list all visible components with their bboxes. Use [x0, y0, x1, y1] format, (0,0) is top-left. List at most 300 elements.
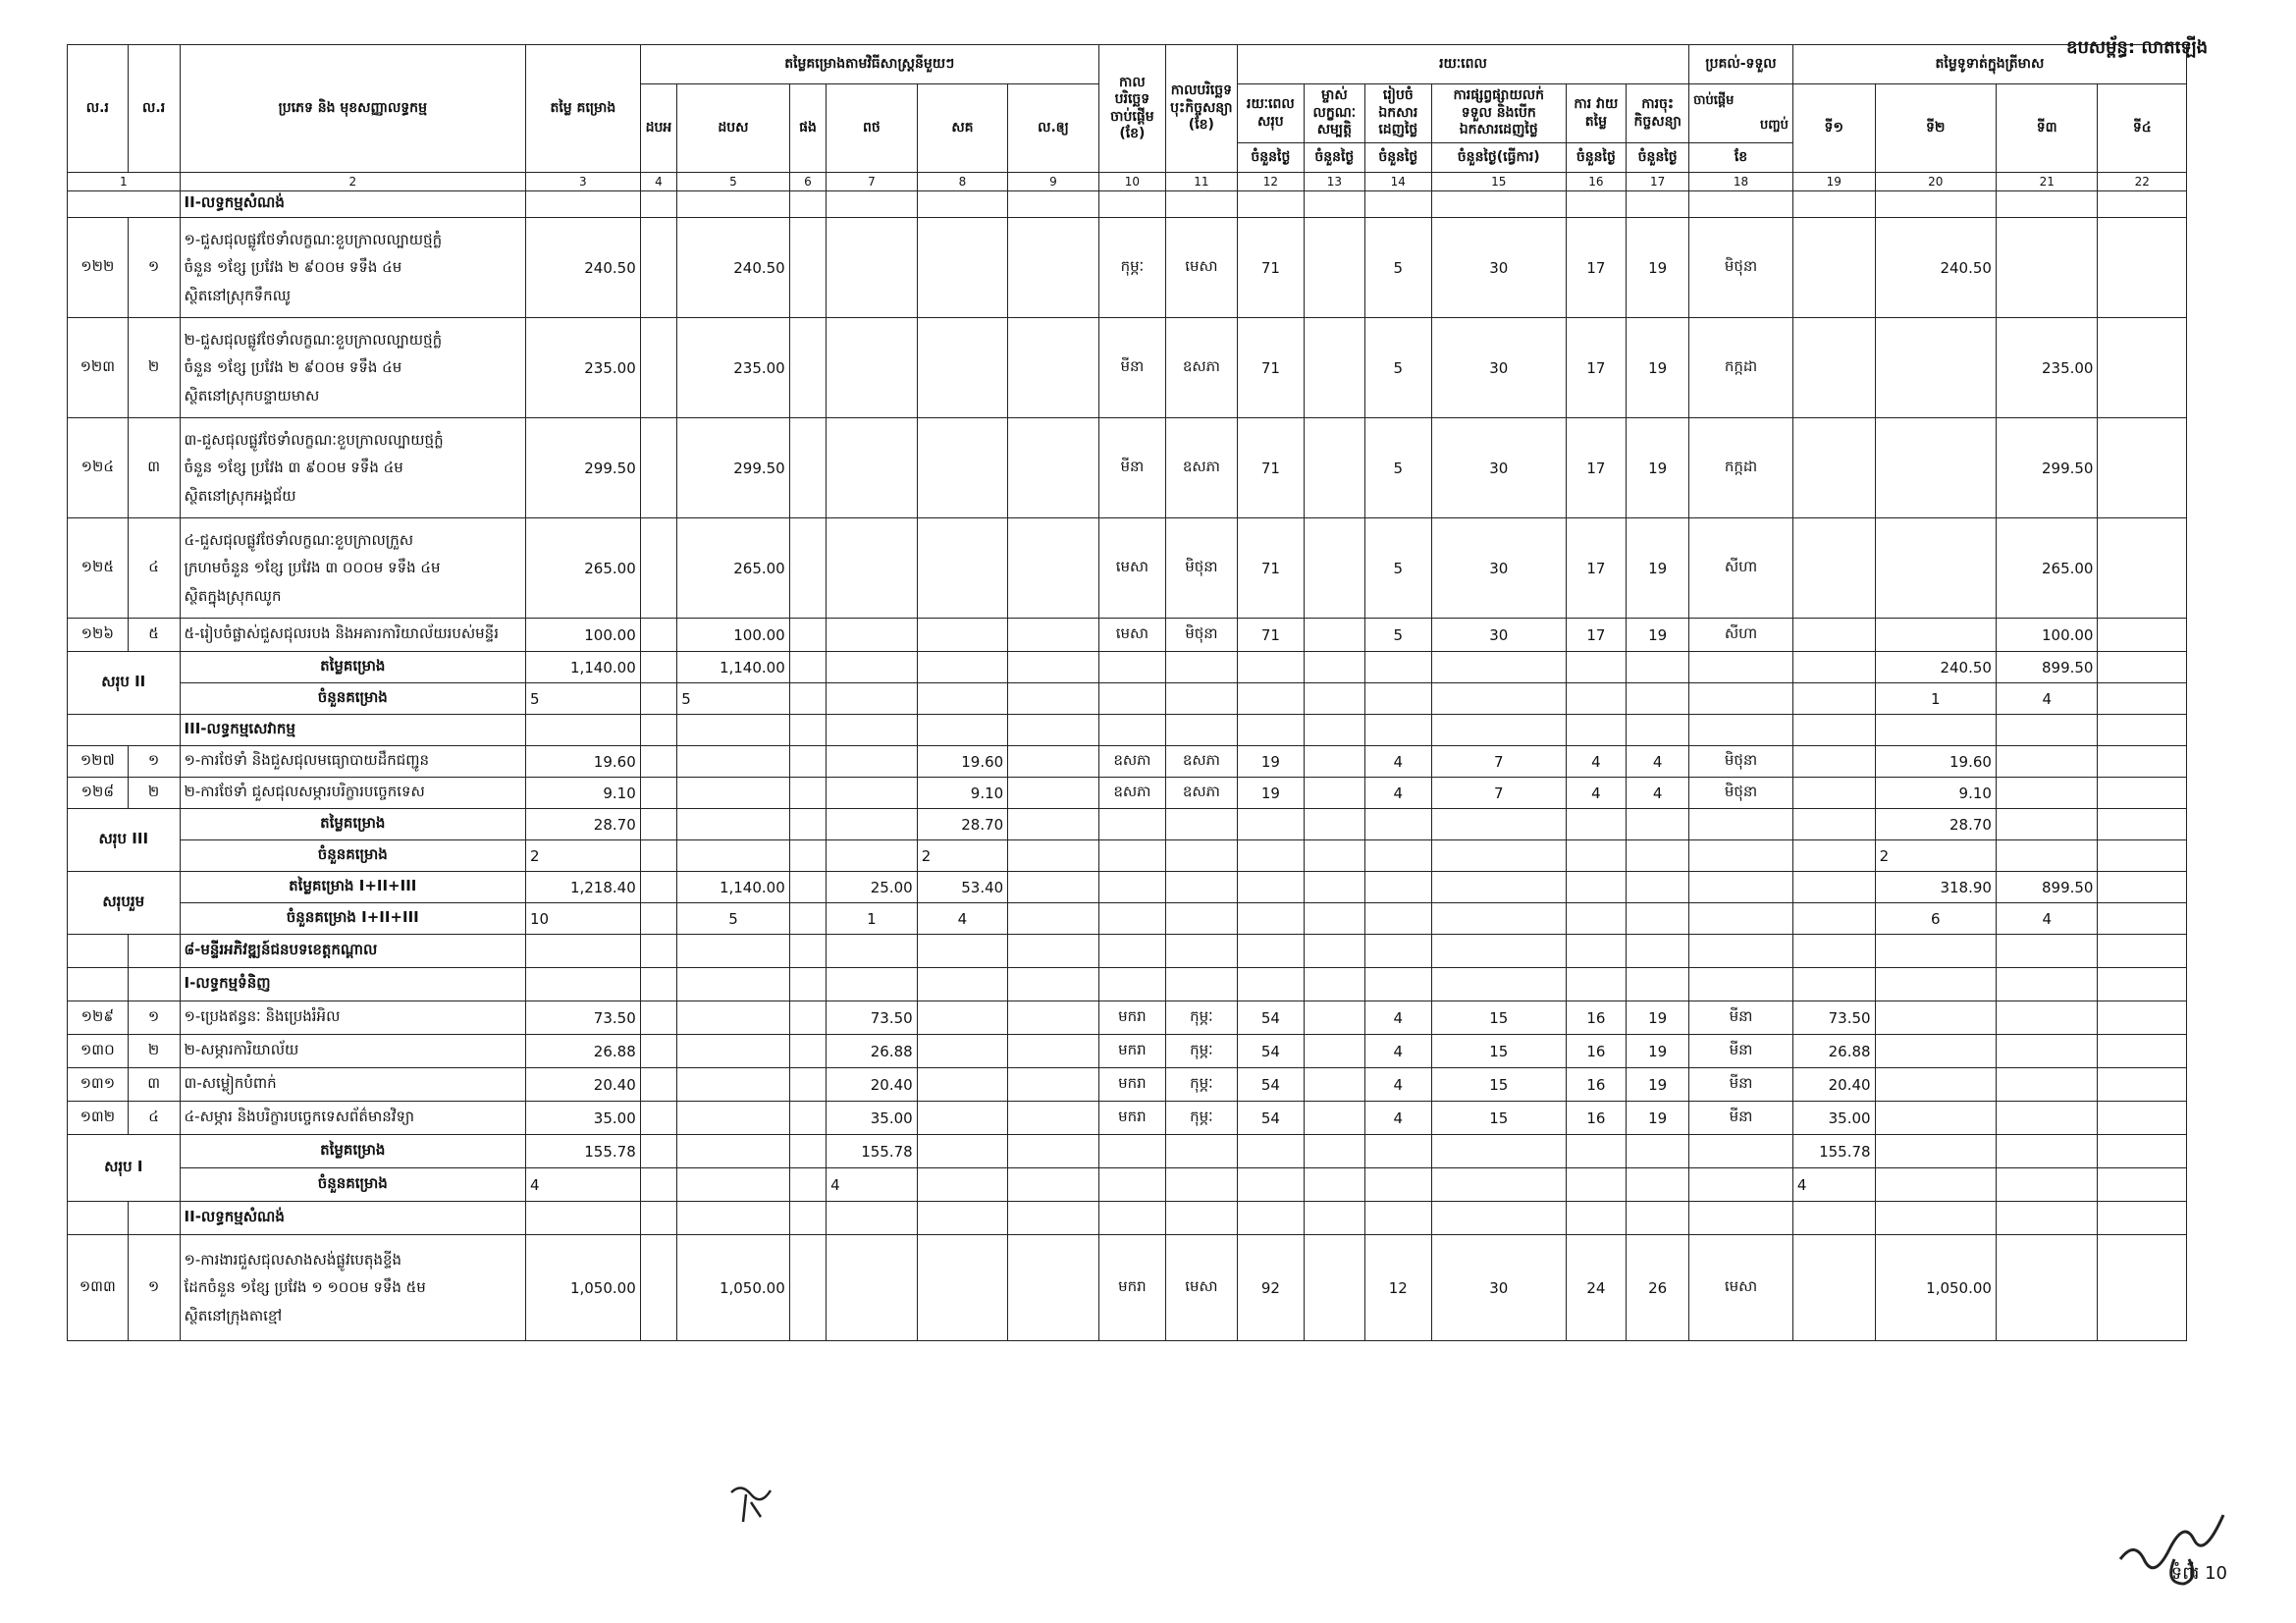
row-q3 — [1996, 218, 2098, 318]
row-n2: ៣ — [128, 1068, 180, 1102]
row-eval: 16 — [1566, 1035, 1627, 1068]
row-m4: 20.40 — [827, 1068, 918, 1102]
row-sign: 4 — [1627, 778, 1689, 809]
row-sign: 19 — [1627, 619, 1689, 652]
row-q2 — [1875, 418, 1996, 518]
header-d-doc: រៀបចំ ឯកសារ ដេញថ្លៃ — [1364, 84, 1431, 143]
row-n2: ៣ — [128, 418, 180, 518]
row-deliv: មិថុនា — [1689, 218, 1793, 318]
row-m4: 73.50 — [827, 1001, 918, 1035]
row-end: កុម្ភៈ — [1166, 1068, 1238, 1102]
procurement-table — [67, 44, 2187, 1341]
row-m2: 240.50 — [677, 218, 790, 318]
header-category: ប្រភេទ និង មុខសញ្ញាលទ្ធកម្ម — [180, 45, 525, 173]
row-deliv: មីនា — [1689, 1102, 1793, 1135]
row-total: 19 — [1237, 778, 1304, 809]
row-start: មករា — [1098, 1068, 1165, 1102]
row-n2: ៥ — [128, 619, 180, 652]
row-n1: ១២៤ — [68, 418, 129, 518]
row-desc: ១-ប្រេងឥន្ធនៈ និងប្រេងរំអិល — [180, 1001, 525, 1035]
subtotal-row — [68, 652, 2187, 683]
row-n2: ១ — [128, 1001, 180, 1035]
row-end: ឧសភា — [1166, 418, 1238, 518]
row-m4: 26.88 — [827, 1035, 918, 1068]
row-q2: 9.10 — [1875, 778, 1996, 809]
row-ann: 30 — [1431, 218, 1566, 318]
row-n2: ២ — [128, 318, 180, 418]
subtotal-count-q2: 2 — [1875, 840, 1996, 872]
row-end: មេសា — [1166, 1235, 1238, 1341]
header-end: កាលបរិច្ឆេទ បុះកិច្ចសន្យា (ខែ) — [1166, 45, 1238, 173]
row-m5: 19.60 — [917, 746, 1008, 778]
row-q2: 240.50 — [1875, 218, 1996, 318]
col-index: 22 — [2098, 173, 2187, 191]
table-row — [68, 418, 2187, 518]
row-n2: ១ — [128, 1235, 180, 1341]
row-sign: 19 — [1627, 218, 1689, 318]
unit-days: ចំនួនថ្ងៃ — [1627, 143, 1689, 173]
row-n2: ៤ — [128, 1102, 180, 1135]
grand-m2: 1,140.00 — [677, 872, 790, 903]
grand-m4: 25.00 — [827, 872, 918, 903]
row-desc: ៣-សម្លៀកបំពាក់ — [180, 1068, 525, 1102]
col-index: 9 — [1008, 173, 1099, 191]
section-title: I-លទ្ធកម្មទំនិញ — [180, 968, 525, 1001]
col-index: 19 — [1792, 173, 1875, 191]
row-sign: 19 — [1627, 1102, 1689, 1135]
table-row — [68, 1235, 2187, 1341]
row-total: 71 — [1237, 619, 1304, 652]
subtotal-count-q1: 4 — [1792, 1168, 1875, 1202]
grand-q3: 899.50 — [1996, 872, 2098, 903]
row-value: 35.00 — [526, 1102, 641, 1135]
row-n1: ១២៦ — [68, 619, 129, 652]
row-deliv: មិថុនា — [1689, 746, 1793, 778]
header-delivery-split — [1689, 84, 1793, 143]
subtotal-count-row — [68, 840, 2187, 872]
subtotal-row — [68, 809, 2187, 840]
header-d-prep: ម្ចាស់ លក្ខណៈ សម្បត្តិ — [1305, 84, 1365, 143]
row-ann: 30 — [1431, 518, 1566, 619]
grand-count-q2: 6 — [1875, 903, 1996, 935]
row-doc: 4 — [1364, 746, 1431, 778]
col-index: 10 — [1098, 173, 1165, 191]
col-index: 2 — [180, 173, 525, 191]
section-title: III-លទ្ធកម្មសេវាកម្ម — [180, 715, 525, 746]
row-value: 73.50 — [526, 1001, 641, 1035]
col-index: 15 — [1431, 173, 1566, 191]
row-q1: 73.50 — [1792, 1001, 1875, 1035]
row-start: មីនា — [1098, 418, 1165, 518]
header-seq1: ល.រ — [68, 45, 129, 173]
department-title: ៨-មន្ទីរអភិវឌ្ឍន៍ជនបទខេត្តកណ្តាល — [180, 935, 525, 968]
subtotal-count-m4: 4 — [827, 1168, 918, 1202]
row-total: 71 — [1237, 218, 1304, 318]
table-row — [68, 619, 2187, 652]
row-deliv: កក្កដា — [1689, 418, 1793, 518]
row-eval: 17 — [1566, 418, 1627, 518]
row-sign: 19 — [1627, 1035, 1689, 1068]
row-n1: ១២៨ — [68, 778, 129, 809]
grand-count-label: ចំនួនគម្រោង I+II+III — [180, 903, 525, 935]
row-sign: 26 — [1627, 1235, 1689, 1341]
row-deliv: មេសា — [1689, 1235, 1793, 1341]
row-ann: 30 — [1431, 318, 1566, 418]
grand-value-label: តម្លៃគម្រោង I+II+III — [180, 872, 525, 903]
subtotal-label: សរុប III — [68, 809, 181, 872]
row-eval: 16 — [1566, 1001, 1627, 1035]
subtotal-q2: 28.70 — [1875, 809, 1996, 840]
row-total: 71 — [1237, 318, 1304, 418]
row-doc: 12 — [1364, 1235, 1431, 1341]
row-start: មករា — [1098, 1001, 1165, 1035]
header-q2: ទី២ — [1875, 84, 1996, 173]
row-n1: ១៣០ — [68, 1035, 129, 1068]
table-row — [68, 518, 2187, 619]
page-number: ទំព័រ 10 — [2170, 1563, 2227, 1584]
row-q1: 35.00 — [1792, 1102, 1875, 1135]
row-start: មករា — [1098, 1102, 1165, 1135]
table-row — [68, 318, 2187, 418]
subtotal-value: 1,140.00 — [526, 652, 641, 683]
row-total: 71 — [1237, 418, 1304, 518]
table-row — [68, 1102, 2187, 1135]
row-doc: 4 — [1364, 1068, 1431, 1102]
row-eval: 16 — [1566, 1102, 1627, 1135]
table-row — [68, 218, 2187, 318]
row-m2: 299.50 — [677, 418, 790, 518]
col-index: 16 — [1566, 173, 1627, 191]
header-m6: ល.ឲ្យ — [1008, 84, 1099, 173]
col-index: 14 — [1364, 173, 1431, 191]
row-end: កុម្ភៈ — [1166, 1001, 1238, 1035]
row-end: កុម្ភៈ — [1166, 1035, 1238, 1068]
row-start: មករា — [1098, 1035, 1165, 1068]
row-doc: 5 — [1364, 218, 1431, 318]
row-doc: 5 — [1364, 619, 1431, 652]
subtotal-count-m2: 5 — [677, 683, 790, 715]
row-doc: 4 — [1364, 1102, 1431, 1135]
header-value: តម្លៃ គម្រោង — [526, 45, 641, 173]
subtotal-value: 155.78 — [526, 1135, 641, 1168]
col-index: 8 — [917, 173, 1008, 191]
col-index: 20 — [1875, 173, 1996, 191]
row-ann: 7 — [1431, 778, 1566, 809]
row-doc: 4 — [1364, 778, 1431, 809]
row-start: កុម្ភៈ — [1098, 218, 1165, 318]
col-index: 5 — [677, 173, 790, 191]
initials-signature-icon — [721, 1473, 780, 1532]
row-m2: 235.00 — [677, 318, 790, 418]
grand-count-m2: 5 — [677, 903, 790, 935]
row-value: 20.40 — [526, 1068, 641, 1102]
row-total: 92 — [1237, 1235, 1304, 1341]
row-ann: 15 — [1431, 1068, 1566, 1102]
row-n1: ១២៩ — [68, 1001, 129, 1035]
row-value: 1,050.00 — [526, 1235, 641, 1341]
subtotal-count-label: ចំនួនគម្រោង — [180, 840, 525, 872]
header-d-sign: ការចុះ កិច្ចសន្យា — [1627, 84, 1689, 143]
procurement-plan-sheet — [67, 44, 2187, 1341]
row-total: 54 — [1237, 1102, 1304, 1135]
subtotal-count-q3: 4 — [1996, 683, 2098, 715]
unit-days: ចំនួនថ្ងៃ — [1237, 143, 1304, 173]
row-eval: 16 — [1566, 1068, 1627, 1102]
row-n1: ១២៥ — [68, 518, 129, 619]
subtotal-count: 2 — [526, 840, 641, 872]
header-delivery-end: បញ្ចប់ — [1760, 117, 1789, 133]
row-sign: 4 — [1627, 746, 1689, 778]
row-q2 — [1875, 518, 1996, 619]
grand-m5: 53.40 — [917, 872, 1008, 903]
table-row — [68, 1035, 2187, 1068]
grand-total-label: សរុបរួម — [68, 872, 181, 935]
row-n2: ១ — [128, 218, 180, 318]
header-duration: រយៈពេល — [1237, 45, 1688, 84]
col-index: 13 — [1305, 173, 1365, 191]
header-start: កាល បរិច្ឆេទ ចាប់ផ្តើម (ខែ) — [1098, 45, 1165, 173]
row-end: មិថុនា — [1166, 518, 1238, 619]
row-eval: 17 — [1566, 518, 1627, 619]
col-index: 12 — [1237, 173, 1304, 191]
row-deliv: កក្កដា — [1689, 318, 1793, 418]
header-q1: ទី១ — [1792, 84, 1875, 173]
subtotal-value-label: តម្លៃគម្រោង — [180, 809, 525, 840]
row-deliv: មីនា — [1689, 1035, 1793, 1068]
row-deliv: មីនា — [1689, 1001, 1793, 1035]
row-m2: 1,050.00 — [677, 1235, 790, 1341]
row-value: 26.88 — [526, 1035, 641, 1068]
unit-days: ចំនួនថ្ងៃ — [1566, 143, 1627, 173]
row-m2: 265.00 — [677, 518, 790, 619]
row-ann: 30 — [1431, 1235, 1566, 1341]
row-end: ឧសភា — [1166, 318, 1238, 418]
row-ann: 30 — [1431, 418, 1566, 518]
row-end: មិថុនា — [1166, 619, 1238, 652]
unit-days: ចំនួនថ្ងៃ — [1364, 143, 1431, 173]
grand-q2: 318.90 — [1875, 872, 1996, 903]
unit-days: ចំនួនថ្ងៃ — [1305, 143, 1365, 173]
row-q3: 100.00 — [1996, 619, 2098, 652]
subtotal-count-q2: 1 — [1875, 683, 1996, 715]
col-index: 7 — [827, 173, 918, 191]
header-m4: ពថ — [827, 84, 918, 173]
row-start: មីនា — [1098, 318, 1165, 418]
row-n1: ១២២ — [68, 218, 129, 318]
row-doc: 4 — [1364, 1035, 1431, 1068]
table-row — [68, 1068, 2187, 1102]
row-q1: 20.40 — [1792, 1068, 1875, 1102]
row-doc: 5 — [1364, 518, 1431, 619]
header-d-total: រយៈពេល សរុប — [1237, 84, 1304, 143]
col-index: 21 — [1996, 173, 2098, 191]
row-start: មេសា — [1098, 518, 1165, 619]
row-n1: ១៣៣ — [68, 1235, 129, 1341]
header-m5: សគ — [917, 84, 1008, 173]
header-q4: ទី៤ — [2098, 84, 2187, 173]
row-desc: ២-ការថែទាំ ជួសជុលសម្ភារបរិក្ខារបច្ចេកទេស — [180, 778, 525, 809]
row-desc: ៤-សម្ភារ និងបរិក្ខារបច្ចេកទេសព័ត៌មានវិទ្យា — [180, 1102, 525, 1135]
grand-count-m5: 4 — [917, 903, 1008, 935]
header-m3: ផង — [789, 84, 826, 173]
row-m2: 100.00 — [677, 619, 790, 652]
row-value: 9.10 — [526, 778, 641, 809]
row-q1: 26.88 — [1792, 1035, 1875, 1068]
row-total: 19 — [1237, 746, 1304, 778]
subtotal-count-row — [68, 1168, 2187, 1202]
row-total: 71 — [1237, 518, 1304, 619]
row-value: 265.00 — [526, 518, 641, 619]
row-sign: 19 — [1627, 318, 1689, 418]
row-doc: 4 — [1364, 1001, 1431, 1035]
row-ann: 15 — [1431, 1102, 1566, 1135]
row-desc: ៥-រៀបចំផ្លាស់ជួសជុលរបង និងអគារការិយាល័យរបស់មន្ទីរ — [180, 619, 525, 652]
subtotal-m2: 1,140.00 — [677, 652, 790, 683]
subtotal-value-label: តម្លៃគម្រោង — [180, 652, 525, 683]
row-total: 54 — [1237, 1035, 1304, 1068]
grand-count-row — [68, 903, 2187, 935]
row-q3: 265.00 — [1996, 518, 2098, 619]
row-total: 54 — [1237, 1068, 1304, 1102]
grand-value: 1,218.40 — [526, 872, 641, 903]
row-q3: 235.00 — [1996, 318, 2098, 418]
row-desc: ៤-ជួសជុលផ្លូវថែទាំលក្ខណៈខួបក្រាលក្រួស ក្រហមចំនួន ១ខ្សែ ប្រវែង ៣ ០០០ម ទទឹង ៤ម ស្ថិតក្នុងស្រុកឈូក — [180, 518, 525, 619]
row-end: មេសា — [1166, 218, 1238, 318]
header-q3: ទី៣ — [1996, 84, 2098, 173]
subtotal-label: សរុប II — [68, 652, 181, 715]
unit-days-work: ចំនួនថ្ងៃ(ធ្វើការ) — [1431, 143, 1566, 173]
row-desc: ៣-ជួសជុលផ្លូវថែទាំលក្ខណៈខួបក្រាលល្បាយថ្មក្លំ ចំនួន ១ខ្សែ ប្រវែង ៣ ៩០០ម ទទឹង ៤ម ស្ថិតនៅស្រុកអង្គជ័យ — [180, 418, 525, 518]
row-total: 54 — [1237, 1001, 1304, 1035]
row-sign: 19 — [1627, 418, 1689, 518]
row-sign: 19 — [1627, 1001, 1689, 1035]
row-n1: ១២៧ — [68, 746, 129, 778]
row-doc: 5 — [1364, 318, 1431, 418]
row-eval: 17 — [1566, 318, 1627, 418]
subtotal-value: 28.70 — [526, 809, 641, 840]
table-row — [68, 1001, 2187, 1035]
row-value: 19.60 — [526, 746, 641, 778]
row-start: ឧសភា — [1098, 746, 1165, 778]
row-ann: 15 — [1431, 1001, 1566, 1035]
subtotal-count-label: ចំនួនគម្រោង — [180, 1168, 525, 1202]
row-ann: 7 — [1431, 746, 1566, 778]
col-index: 3 — [526, 173, 641, 191]
row-deliv: មីនា — [1689, 1068, 1793, 1102]
row-desc: ១-ជួសជុលផ្លូវថែទាំលក្ខណៈខួបក្រាលល្បាយថ្មក្លំ ចំនួន ១ខ្សែ ប្រវែង ២ ៩០០ម ទទឹង ៤ម ស្ថិតនៅស្រុកទឹកឈូ — [180, 218, 525, 318]
row-end: ឧសភា — [1166, 746, 1238, 778]
header-delivery: ប្រគល់-ទទួល — [1689, 45, 1793, 84]
grand-count: 10 — [526, 903, 641, 935]
row-start: មេសា — [1098, 619, 1165, 652]
col-index: 18 — [1689, 173, 1793, 191]
subtotal-value-label: តម្លៃគម្រោង — [180, 1135, 525, 1168]
col-index: 1 — [68, 173, 181, 191]
col-index: 4 — [640, 173, 676, 191]
section-title: II-លទ្ធកម្មសំណង់ — [180, 1202, 525, 1235]
table-body — [68, 191, 2187, 1341]
subtotal-count-row — [68, 683, 2187, 715]
row-eval: 4 — [1566, 778, 1627, 809]
row-eval: 17 — [1566, 619, 1627, 652]
subtotal-q1: 155.78 — [1792, 1135, 1875, 1168]
row-q2 — [1875, 619, 1996, 652]
col-index: 11 — [1166, 173, 1238, 191]
subtotal-count-label: ចំនួនគម្រោង — [180, 683, 525, 715]
row-value: 299.50 — [526, 418, 641, 518]
subtotal-row — [68, 1135, 2187, 1168]
row-q3: 299.50 — [1996, 418, 2098, 518]
row-q2: 19.60 — [1875, 746, 1996, 778]
table-row — [68, 778, 2187, 809]
row-sign: 19 — [1627, 518, 1689, 619]
row-m4: 35.00 — [827, 1102, 918, 1135]
subtotal-label: សរុប I — [68, 1135, 181, 1202]
row-n1: ១៣១ — [68, 1068, 129, 1102]
col-index: 6 — [789, 173, 826, 191]
row-value: 100.00 — [526, 619, 641, 652]
header-by-method: តម្លៃគម្រោងតាមវិធីសាស្ត្រនីមួយៗ — [640, 45, 1098, 84]
row-end: កុម្ភៈ — [1166, 1102, 1238, 1135]
subtotal-q3: 899.50 — [1996, 652, 2098, 683]
row-n2: ១ — [128, 746, 180, 778]
row-end: ឧសភា — [1166, 778, 1238, 809]
row-desc: ២-ជួសជុលផ្លូវថែទាំលក្ខណៈខួបក្រាលល្បាយថ្មក្លំ ចំនួន ១ខ្សែ ប្រវែង ២ ៩០០ម ទទឹង ៤ម ស្ថិតនៅស្រុកបន្ទាយមាស — [180, 318, 525, 418]
row-eval: 4 — [1566, 746, 1627, 778]
header-m2: ដបស — [677, 84, 790, 173]
row-start: មករា — [1098, 1235, 1165, 1341]
row-desc: ១-ការថែទាំ និងជួសជុលមធ្យោបាយដឹកជញ្ជូន — [180, 746, 525, 778]
row-start: ឧសភា — [1098, 778, 1165, 809]
row-q2: 1,050.00 — [1875, 1235, 1996, 1341]
row-deliv: មិថុនា — [1689, 778, 1793, 809]
annex-label: ឧបសម្ព័ន្ធ: លាតឡើង — [2066, 37, 2208, 58]
row-value: 240.50 — [526, 218, 641, 318]
subtotal-count: 4 — [526, 1168, 641, 1202]
subtotal-m5: 28.70 — [917, 809, 1008, 840]
table-row — [68, 746, 2187, 778]
row-desc: ២-សម្ភារការិយាល័យ — [180, 1035, 525, 1068]
section-title: II-លទ្ធកម្មសំណង់ — [180, 191, 525, 218]
grand-count-m4: 1 — [827, 903, 918, 935]
row-deliv: សីហា — [1689, 518, 1793, 619]
row-eval: 24 — [1566, 1235, 1627, 1341]
row-n1: ១៣២ — [68, 1102, 129, 1135]
grand-total-row — [68, 872, 2187, 903]
row-eval: 17 — [1566, 218, 1627, 318]
subtotal-q2: 240.50 — [1875, 652, 1996, 683]
row-desc: ១-ការងារជួសជុលសាងសង់ផ្លូវបេតុងខ្ទីង ដែកចំនួន ១ខ្សែ ប្រវែង ១ ១០០ម ទទឹង ៥ម ស្ថិតនៅក្រុងតាខ្មៅ — [180, 1235, 525, 1341]
unit-month: ខែ — [1689, 143, 1793, 173]
col-index: 17 — [1627, 173, 1689, 191]
row-ann: 30 — [1431, 619, 1566, 652]
header-quarter: តម្លៃទូទាត់ក្នុងត្រីមាស — [1792, 45, 2186, 84]
row-value: 235.00 — [526, 318, 641, 418]
subtotal-count: 5 — [526, 683, 641, 715]
header-d-announce: ការផ្សព្វផ្សាយលក់ ទទួល និងបើក ឯកសារដេញថ្លៃ — [1431, 84, 1566, 143]
row-n2: ២ — [128, 1035, 180, 1068]
header-d-eval: ការ វាយតម្លៃ — [1566, 84, 1627, 143]
row-deliv: សីហា — [1689, 619, 1793, 652]
row-n2: ៤ — [128, 518, 180, 619]
row-q2 — [1875, 318, 1996, 418]
grand-count-q3: 4 — [1996, 903, 2098, 935]
row-m5: 9.10 — [917, 778, 1008, 809]
row-ann: 15 — [1431, 1035, 1566, 1068]
row-n1: ១២៣ — [68, 318, 129, 418]
header-seq2: ល.រ — [128, 45, 180, 173]
row-sign: 19 — [1627, 1068, 1689, 1102]
